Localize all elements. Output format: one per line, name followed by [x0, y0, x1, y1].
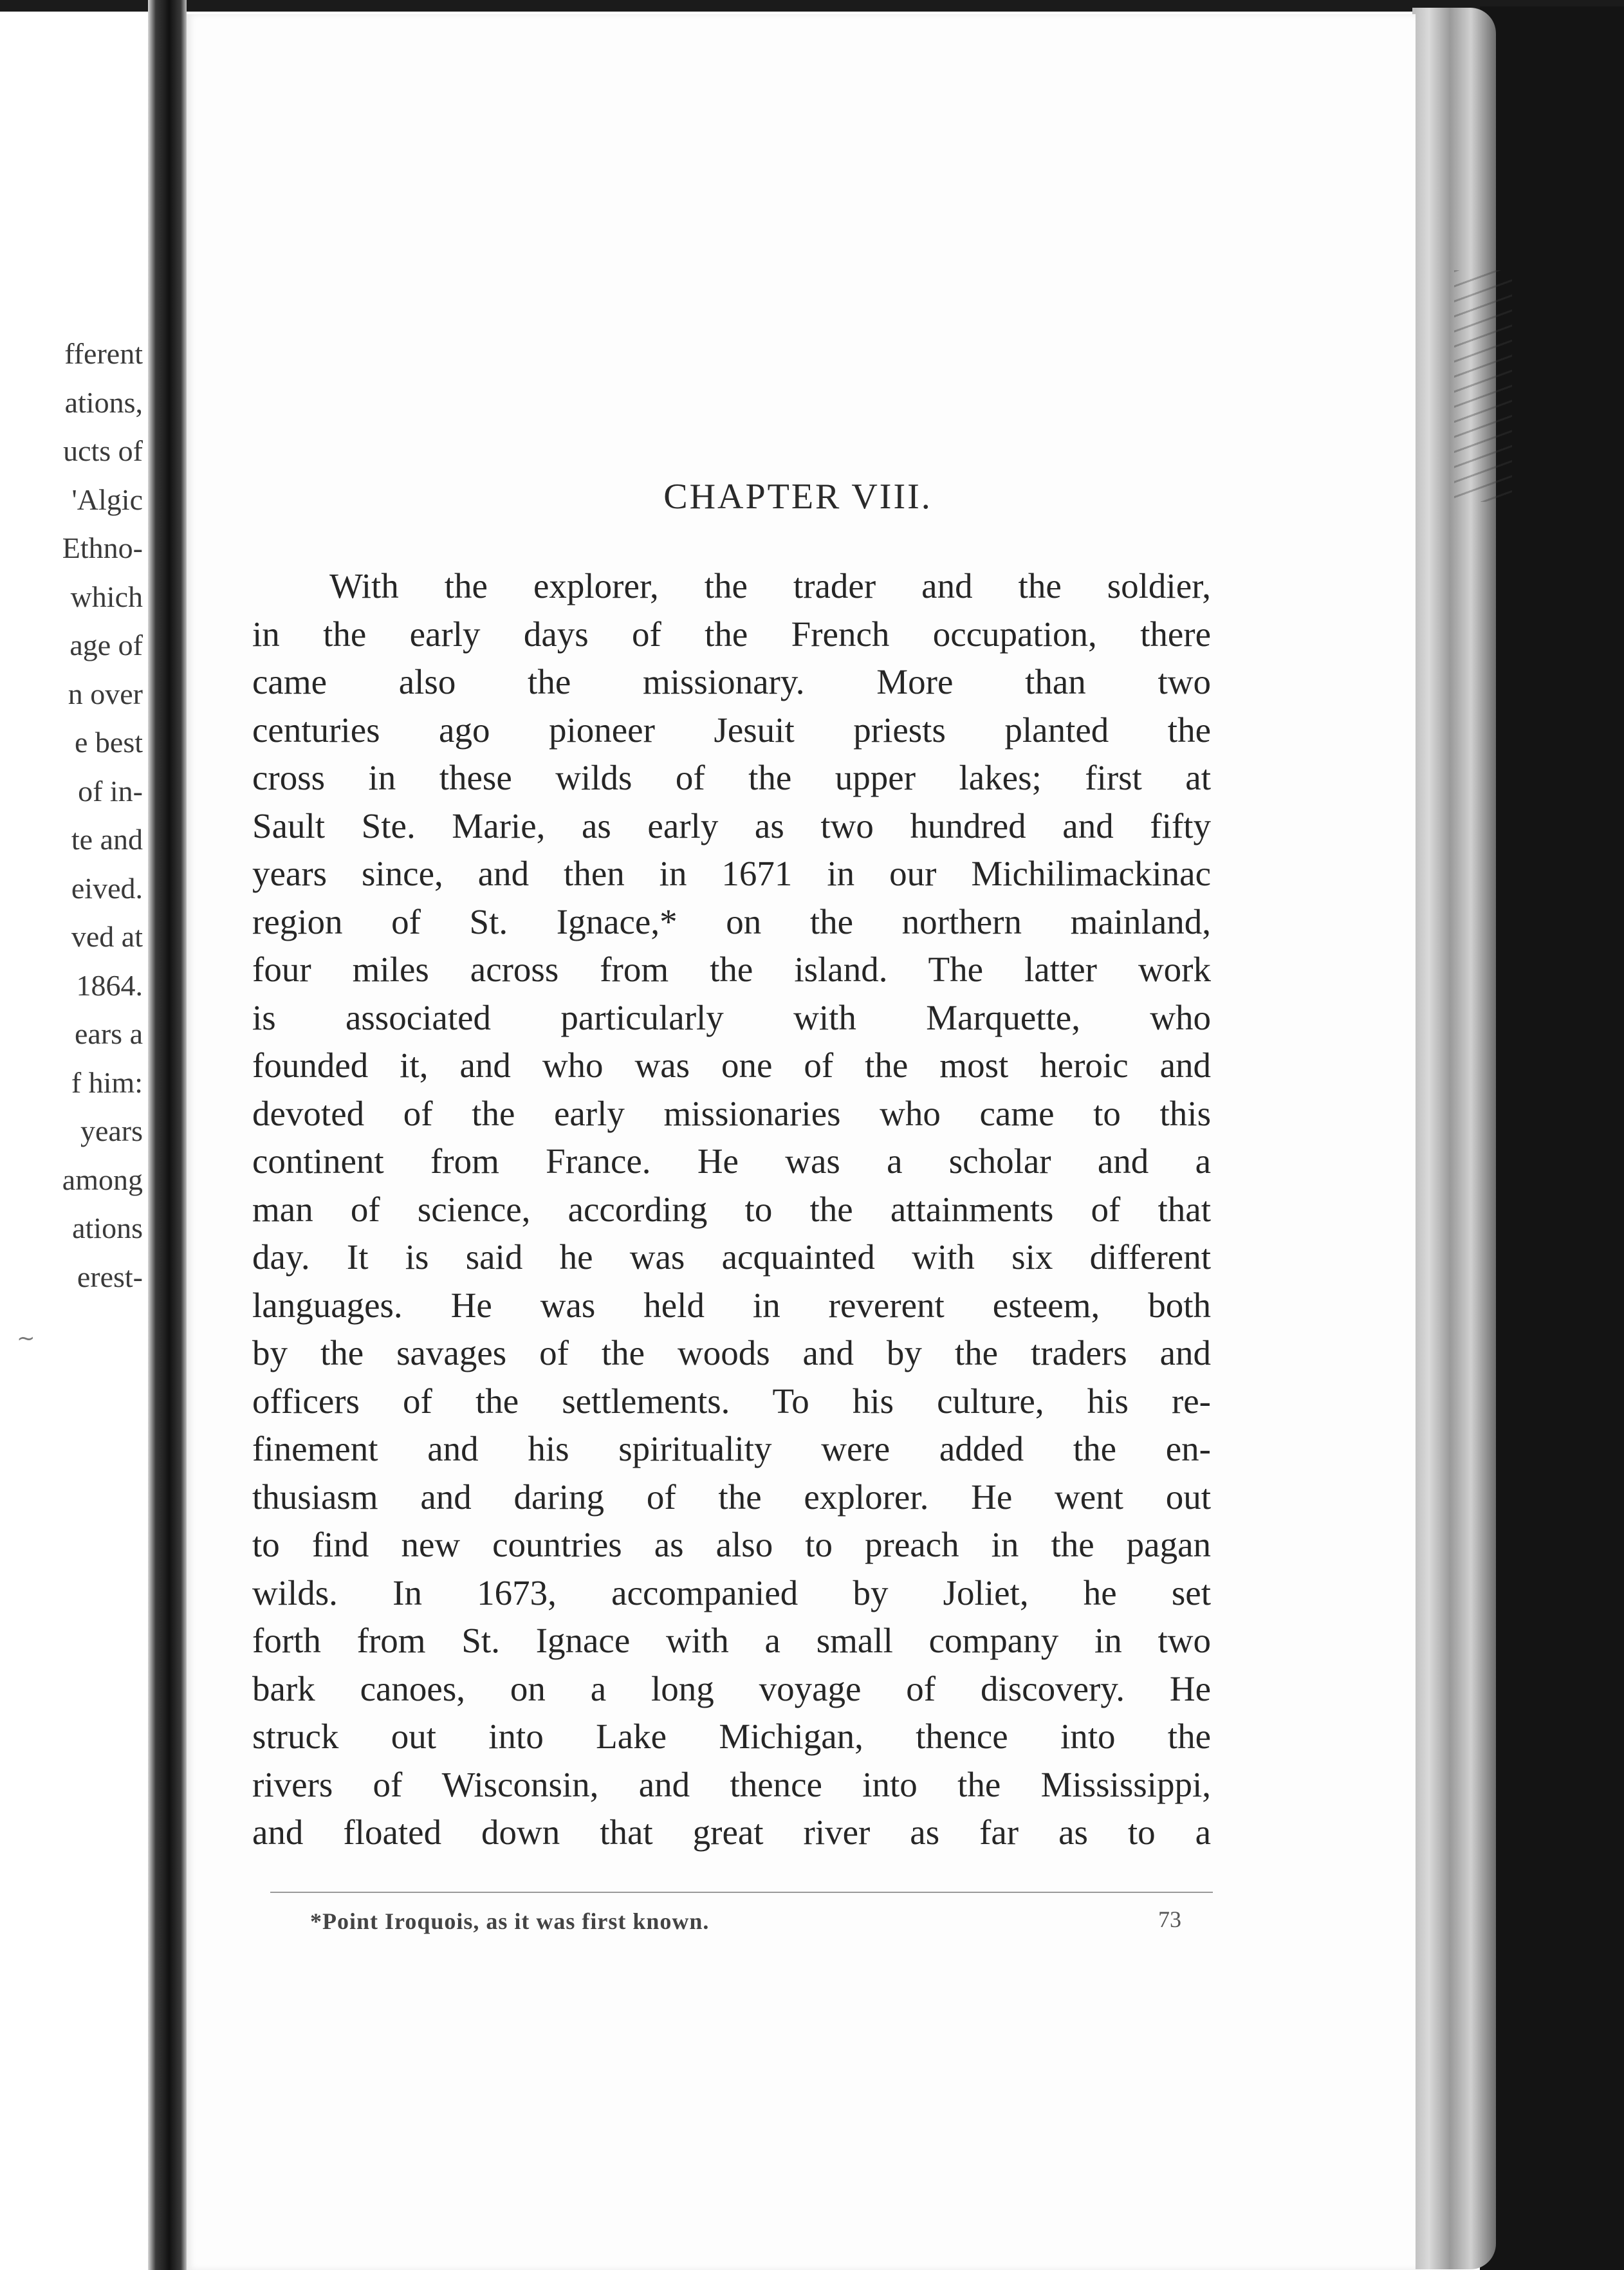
- footnote: *Point Iroquois, as it was first known.: [310, 1908, 710, 1934]
- left-page-line: among: [62, 1163, 143, 1196]
- page-edge-texture: [1454, 270, 1512, 502]
- left-page-line: e best: [74, 726, 143, 759]
- text-line: region of St. Ignace,* on the northern mainland,: [252, 901, 1211, 941]
- text-line: rivers of Wisconsin, and thence into the Mississippi,: [252, 1764, 1211, 1804]
- left-page-line: erest-: [77, 1260, 143, 1293]
- text-line: in the early days of the French occupation, there: [252, 614, 1211, 654]
- text-line: years since, and then in 1671 in our Michilimackinac: [252, 854, 1211, 893]
- text-line: continent from France. He was a scholar and a: [252, 1141, 1211, 1181]
- left-page-line: years: [80, 1114, 143, 1147]
- left-page-line: ations,: [64, 385, 143, 419]
- text-line: man of science, according to the attainments of that: [252, 1189, 1211, 1229]
- text-line: languages. He was held in reverent esteem, both: [252, 1285, 1211, 1325]
- text-line: devoted of the early missionaries who came to this: [252, 1093, 1211, 1133]
- text-line: bark canoes, on a long voyage of discovery. He: [252, 1668, 1211, 1708]
- chapter-title: CHAPTER VIII.: [663, 477, 932, 517]
- text-line: wilds. In 1673, accompanied by Joliet, he set: [252, 1573, 1211, 1612]
- scan-top-border: [0, 0, 1624, 12]
- left-page-line: ved at: [71, 920, 143, 953]
- text-line: is associated particularly with Marquette, who: [252, 997, 1211, 1037]
- left-page-line: ears a: [75, 1017, 143, 1050]
- book-gutter: [148, 0, 187, 2270]
- chapter-body-text: [252, 562, 1211, 1857]
- page-number: 73: [1158, 1906, 1181, 1932]
- text-line: Sault Ste. Marie, as early as two hundred and fifty: [252, 806, 1211, 845]
- left-page-line: which: [70, 580, 143, 613]
- left-page-line: 1864.: [76, 968, 143, 1002]
- text-line: to find new countries as also to preach in the pagan: [252, 1525, 1211, 1564]
- text-line: With the explorer, the trader and the soldier,: [329, 566, 1211, 605]
- text-line: by the savages of the woods and by the traders and: [252, 1333, 1211, 1372]
- left-page-line: age of: [69, 629, 143, 661]
- left-page-line: Ethno-: [62, 531, 143, 564]
- text-line: founded it, and who was one of the most heroic and: [252, 1046, 1211, 1085]
- text-line: finement and his spirituality were added the en-: [252, 1429, 1211, 1468]
- text-line: struck out into Lake Michigan, thence into the: [252, 1717, 1211, 1756]
- left-page-line: n over: [68, 677, 143, 710]
- text-line: four miles across from the island. The latter work: [252, 950, 1211, 989]
- left-page-line: ations: [72, 1212, 143, 1244]
- left-page-ornament: ~: [17, 1325, 35, 1351]
- text-line: and floated down that great river as far as to a: [252, 1813, 1211, 1852]
- text-line: came also the missionary. More than two: [252, 662, 1211, 701]
- left-page-line: 'Algic: [71, 483, 143, 516]
- text-line: day. It is said he was acquainted with six different: [252, 1237, 1211, 1277]
- text-line: forth from St. Ignace with a small company in two: [252, 1621, 1211, 1660]
- left-page-line: fferent: [64, 337, 143, 370]
- text-line: cross in these wilds of the upper lakes; first at: [252, 758, 1211, 797]
- footnote-rule: [270, 1892, 1213, 1893]
- left-page-line: f him:: [71, 1066, 143, 1099]
- left-page-line: eived.: [71, 871, 143, 905]
- text-line: centuries ago pioneer Jesuit priests planted the: [252, 710, 1211, 750]
- left-page-line: te and: [71, 823, 143, 856]
- left-page-line: of in-: [78, 774, 143, 807]
- left-page-line: ucts of: [63, 434, 143, 467]
- text-line: officers of the settlements. To his culture, his re-: [252, 1381, 1211, 1421]
- text-line: thusiasm and daring of the explorer. He went out: [252, 1477, 1211, 1517]
- left-page-text-fragment: [0, 329, 147, 1301]
